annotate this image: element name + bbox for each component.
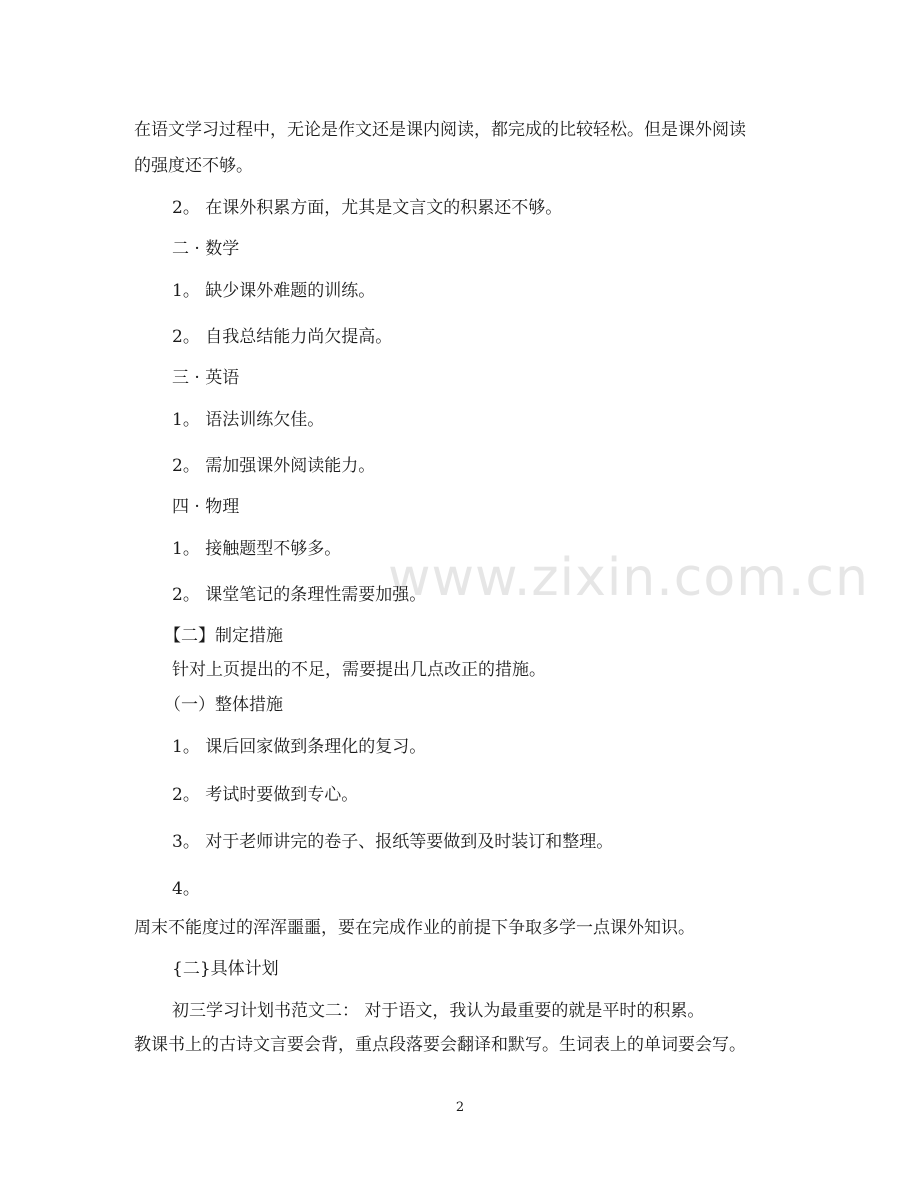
section-heading: （一）整体措施 bbox=[164, 695, 283, 715]
section-heading: 三 · 英语 bbox=[172, 368, 240, 388]
list-item: 2。 需加强课外阅读能力。 bbox=[172, 456, 376, 476]
list-item: 1。 课后回家做到条理化的复习。 bbox=[172, 737, 427, 757]
section-heading: {二}具体计划 bbox=[172, 959, 279, 979]
section-heading: 二 · 数学 bbox=[172, 239, 240, 259]
section-heading: 【二】制定措施 bbox=[164, 626, 283, 646]
list-item: 2。 自我总结能力尚欠提高。 bbox=[172, 327, 393, 347]
text-line: 在语文学习过程中，无论是作文还是课内阅读，都完成的比较轻松。但是课外阅读 bbox=[134, 120, 746, 140]
list-item: 1。 缺少课外难题的训练。 bbox=[172, 281, 376, 301]
list-item: 1。 接触题型不够多。 bbox=[172, 539, 342, 559]
section-heading: 四 · 物理 bbox=[172, 497, 240, 517]
list-item: 1。 语法训练欠佳。 bbox=[172, 410, 325, 430]
list-item: 2。 考试时要做到专心。 bbox=[172, 785, 359, 805]
page-number: 2 bbox=[455, 1100, 465, 1115]
text-line: 初三学习计划书范文二： 对于语文，我认为最重要的就是平时的积累。 bbox=[172, 1001, 705, 1021]
watermark: www.zixin.com.cn bbox=[388, 548, 869, 608]
list-item: 3。 对于老师讲完的卷子、报纸等要做到及时装订和整理。 bbox=[172, 832, 614, 852]
text-line: 周末不能度过的浑浑噩噩，要在完成作业的前提下争取多学一点课外知识。 bbox=[134, 918, 695, 938]
list-item: 2。 在课外积累方面，尤其是文言文的积累还不够。 bbox=[172, 198, 563, 218]
list-item: 4。 bbox=[172, 879, 200, 899]
text-line: 教课书上的古诗文言要会背，重点段落要会翻译和默写。生词表上的单词要会写。 bbox=[134, 1035, 746, 1055]
list-item: 2。 课堂笔记的条理性需要加强。 bbox=[172, 585, 427, 605]
text-line: 的强度还不够。 bbox=[134, 156, 253, 176]
text-line: 针对上页提出的不足，需要提出几点改正的措施。 bbox=[172, 660, 546, 680]
